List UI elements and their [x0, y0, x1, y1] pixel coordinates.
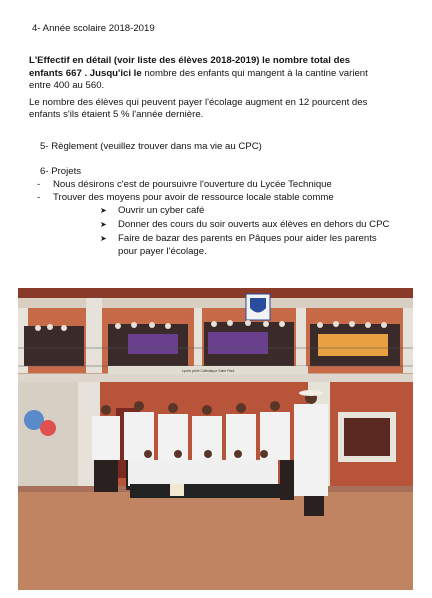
section-4-para2-line2: enfants s'ils étaient 5 % l'année dernière. — [29, 109, 204, 120]
arrow-item-3-text: Faire de bazar des parents en Pâques pour aider les parents — [118, 233, 377, 244]
arrow-item-3-continuation: pour payer l'écolage. — [118, 246, 207, 257]
section-4-para1-line2 — [29, 68, 368, 80]
arrow-bullet-icon: ➤ — [100, 206, 107, 215]
dash-item-2-text: Trouver des moyens pour avoir de ressource locale stable comme — [53, 192, 334, 203]
banner-text: Lycée privé Catholique Saint Paul — [181, 369, 235, 373]
group-photo-illustration — [18, 288, 413, 590]
arrow-item-1-text: Ouvrir un cyber café — [118, 205, 205, 216]
section-6-heading: 6- Projets — [40, 166, 82, 177]
section-4-para1-line1: L'Effectif en détail (voir liste des élèves 2018-2019) le nombre total des — [29, 55, 351, 66]
dash-item-1-text: Nous désirons c'est de poursuivre l'ouverture du Lycée Technique — [53, 179, 332, 190]
section-6-dash-item-2 — [37, 192, 334, 204]
section-4-heading: 4- Année scolaire 2018-2019 — [32, 23, 155, 34]
section-5-heading: 5- Règlement (veuillez trouver dans ma vie au CPC) — [40, 141, 262, 152]
group-photo — [18, 288, 413, 590]
arrow-item-1 — [100, 205, 205, 217]
dash-marker: - — [37, 192, 41, 203]
dash-marker: - — [37, 179, 41, 190]
arrow-item-3 — [100, 233, 377, 245]
arrow-item-2-text: Donner des cours du soir ouverts aux élèves en dehors du CPC — [118, 219, 390, 230]
arrow-bullet-icon: ➤ — [100, 220, 107, 229]
section-4-para1-line2-bold: enfants 667 . Jusqu'ici le — [29, 68, 142, 79]
section-4-para1-line2-rest: nombre des enfants qui mangent à la cantine varient — [144, 68, 368, 79]
arrow-item-2 — [100, 219, 390, 231]
section-4-para2-line1: Le nombre des élèves qui peuvent payer l'écolage augment en 12 pourcent des — [29, 97, 368, 108]
arrow-bullet-icon: ➤ — [100, 234, 107, 243]
section-4-para1-line3: entre 400 au 560. — [29, 80, 105, 91]
section-6-dash-item-1 — [37, 179, 332, 191]
